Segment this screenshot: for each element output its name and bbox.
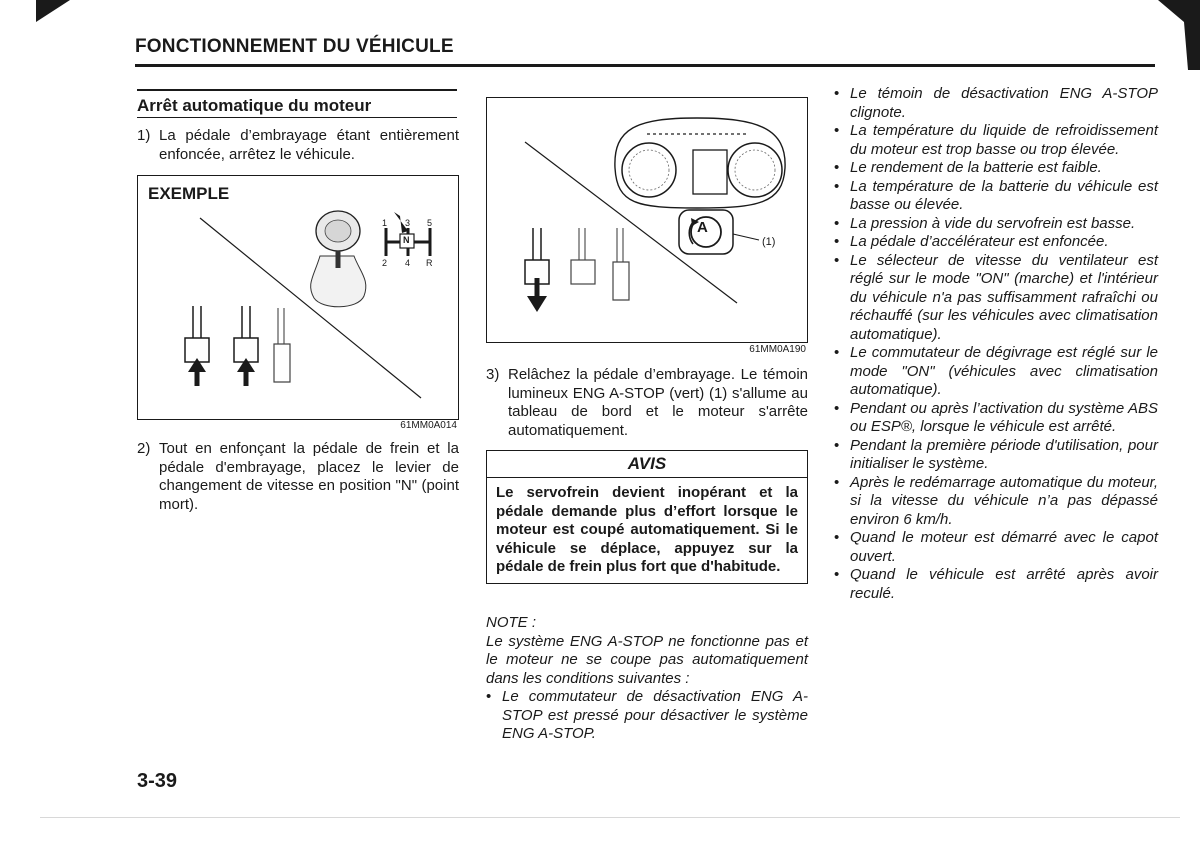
condition-item: • Quand le véhicule est arrêté après avoir reculé. <box>834 566 1158 602</box>
step-1 <box>137 127 459 164</box>
avis-title: AVIS <box>487 451 807 478</box>
page-corner-shadow <box>1140 0 1200 70</box>
gear-label-5: 5 <box>427 218 433 228</box>
condition-item: • La température de la batterie du véhicule est basse ou élevée. <box>834 177 1158 213</box>
conditions-list <box>834 85 1158 603</box>
gear-label-3: 3 <box>405 218 411 228</box>
gear-knob-icon <box>311 211 366 307</box>
step-1-text: La pédale d’embrayage étant entièrement enfoncée, arrêtez le véhicule. <box>159 127 459 163</box>
brake-pedal-icon <box>234 306 258 386</box>
figure-instrument-cluster-code: 61MM0A190 <box>749 344 806 355</box>
section-title: Arrêt automatique du moteur <box>137 96 372 115</box>
avis-text: Le servofrein devient inopérant et la pédale demande plus d’effort lorsque le moteur est coupé automatiquement. Si le véhicule se déplace, appuyez sur la pédale de frein plus fort que d'habitude. <box>496 484 798 575</box>
gear-label-r: R <box>426 258 433 268</box>
condition-item: • La température du liquide de refroidissement du moteur est trop basse ou trop élevée. <box>834 122 1158 158</box>
clutch-pedal-released-icon <box>525 228 549 312</box>
figure-instrument-cluster <box>486 97 808 343</box>
step-3 <box>486 366 808 440</box>
figure-example-code: 61MM0A014 <box>400 420 457 431</box>
gear-label-n: N <box>403 235 410 245</box>
step-1-number: 1) <box>137 127 151 144</box>
section-rule-bottom <box>137 117 457 118</box>
note-block <box>486 614 808 744</box>
step-2 <box>137 440 459 514</box>
eng-a-stop-indicator-icon <box>679 210 759 254</box>
accelerator-pedal-icon <box>274 308 290 382</box>
page-number: 3-39 <box>137 770 178 792</box>
figure-instrument-cluster-drawing <box>487 98 807 342</box>
instrument-cluster-icon <box>615 118 785 208</box>
step-3-text: Relâchez la pédale d’embrayage. Le témoin lumineux ENG A-STOP (vert) (1) s'allume au tableau de bord et le moteur s'arrête automatiquement. <box>508 366 808 439</box>
note-intro: Le système ENG A-STOP ne fonctionne pas et le moteur ne se coupe pas automatiquement dans les conditions suivantes : <box>486 632 808 687</box>
accelerator-pedal-released-icon <box>613 228 629 300</box>
figure-callout-1: (1) <box>762 236 776 248</box>
condition-item: • La pression à vide du servofrein est basse. <box>834 214 1136 232</box>
bottom-rule <box>40 817 1180 818</box>
condition-item: • Pendant la première période d'utilisation, pour initialiser le système. <box>834 436 1158 472</box>
step-2-text: Tout en enfonçant la pédale de frein et la pédale d'embrayage, placez le levier de changement de vitesse en position "N" (point mort). <box>159 440 459 513</box>
condition-item: • Quand le moteur est démarré avec le capot ouvert. <box>834 529 1158 565</box>
header-rule <box>135 64 1155 67</box>
step-3-number: 3) <box>486 366 500 383</box>
figure-example-title: EXEMPLE <box>148 184 230 203</box>
step-2-number: 2) <box>137 440 151 457</box>
gear-label-1: 1 <box>382 218 388 228</box>
figure-example <box>137 175 459 420</box>
condition-item: • Le témoin de désactivation ENG A-STOP clignote. <box>834 85 1158 121</box>
condition-item: • Le rendement de la batterie est faible. <box>834 159 1102 176</box>
note-item: • Le commutateur de désactivation ENG A-STOP est pressé pour désactiver le système ENG A-STOP. <box>486 688 808 742</box>
page-corner-mark <box>0 0 70 40</box>
section-rule-top <box>137 89 457 91</box>
avis-box <box>486 450 808 584</box>
page-header-title: FONCTIONNEMENT DU VÉHICULE <box>135 36 454 57</box>
indicator-letter: A <box>697 219 708 236</box>
condition-item: • Le sélecteur de vitesse du ventilateur est réglé sur le mode "ON" (marche) et l'intérieur du véhicule n'a pas suffisamment rafraîchi ou réchauffé (sur les véhicules avec climatisation automatique). <box>834 251 1158 343</box>
note-label: NOTE : <box>486 614 537 631</box>
condition-item: • Le commutateur de dégivrage est réglé sur le mode "ON" (véhicules avec climatisation automatique). <box>834 344 1158 398</box>
condition-item: • Après le redémarrage automatique du moteur, si la vitesse du véhicule n’a pas dépassé environ 6 km/h. <box>834 473 1158 528</box>
condition-item: • Pendant ou après l’activation du système ABS ou ESP®, lorsque le véhicule est arrêté. <box>834 399 1158 435</box>
gear-label-2: 2 <box>382 258 388 268</box>
gear-label-4: 4 <box>405 258 411 268</box>
condition-item: • La pédale d’accélérateur est enfoncée. <box>834 233 1109 250</box>
note-list <box>486 688 808 744</box>
clutch-pedal-icon <box>185 306 209 386</box>
brake-pedal-released-icon <box>571 228 595 284</box>
figure-example-drawing <box>138 176 458 419</box>
